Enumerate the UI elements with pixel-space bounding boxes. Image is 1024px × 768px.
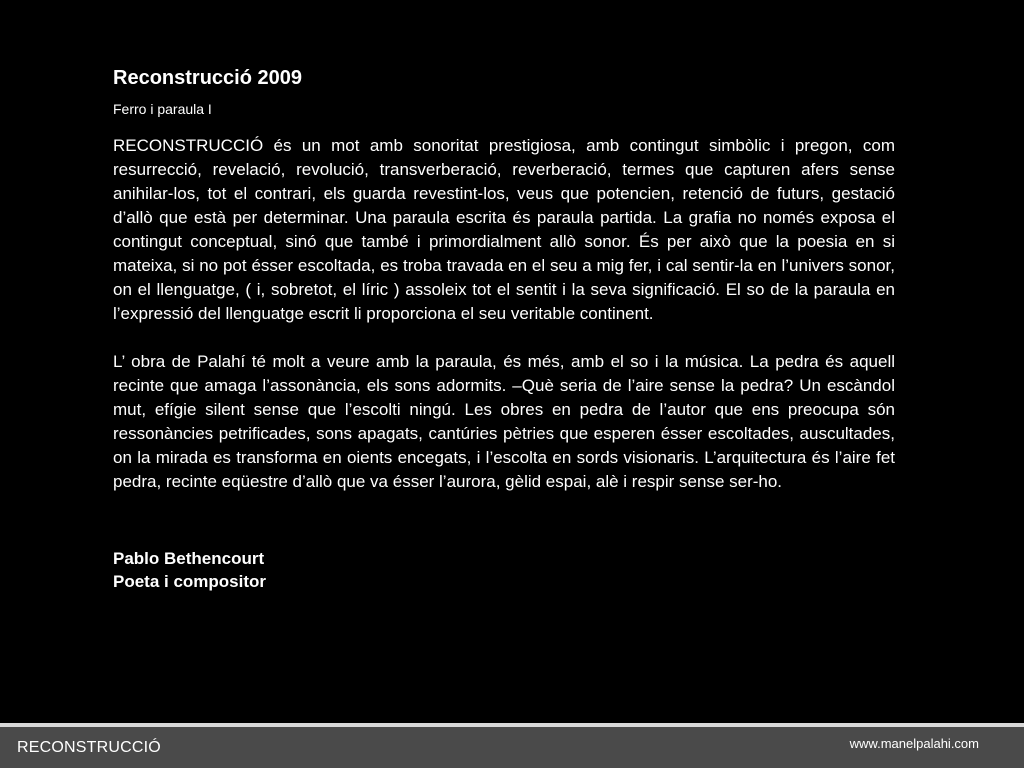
page-subtitle: Ferro i paraula I: [113, 101, 212, 117]
author-role: Poeta i compositor: [113, 572, 267, 591]
footer-title: RECONSTRUCCIÓ: [17, 739, 161, 756]
page-title: Reconstrucció 2009: [113, 67, 302, 89]
slide-content: [113, 64, 895, 593]
author-name: Pablo Bethencourt: [113, 549, 265, 568]
footer-bar: [0, 727, 1024, 768]
author-block: [113, 547, 895, 593]
body-paragraph-2: L’ obra de Palahí té molt a veure amb la paraula, és més, amb el so i la música. La pedra és aquell recinte que amaga l’assonància, els sons adormits. –Què seria de l’aire sense la pedra? Un escàndol mut, efígie silent sense que l’escolti ningú. Les obres en pedra de l’autor que ens preocupa són ressonàncies petrificades, sons apagats, cantúries pètries que esperen ésser escoltades, auscultades, on la mirada es transforma en oients encegats, i l’escolta en sords visionaris. L’arquitectura és l’aire fet pedra, recinte eqüestre d’allò que va ésser l’aurora, gèlid espai, alè i respir sense ser-ho.: [113, 352, 895, 491]
footer-website-link[interactable]: www.manelpalahi.com: [849, 736, 979, 751]
body-paragraph-1: RECONSTRUCCIÓ és un mot amb sonoritat prestigiosa, amb contingut simbòlic i pregon, com resurrecció, revelació, revolució, transverberació, reverberació, termes que capturen afers sense anihilar-los, tot el contrari, els guarda revestint-los, veus que potencien, retenció de futurs, gestació d’allò que està per determinar. Una paraula escrita és paraula partida. La grafia no només exposa el contingut conceptual, sinó que també i primordialment allò sonor. És per això que la poesia en si mateixa, si no pot ésser escoltada, es troba travada en el seu a mig fer, i cal sentir-la en l’univers sonor, on el llenguatge, ( i, sobretot, el líric ) assoleix tot el sentit i la seva significació. El so de la paraula en l’expressió del llenguatge escrit li proporciona el seu veritable continent.: [113, 136, 895, 323]
